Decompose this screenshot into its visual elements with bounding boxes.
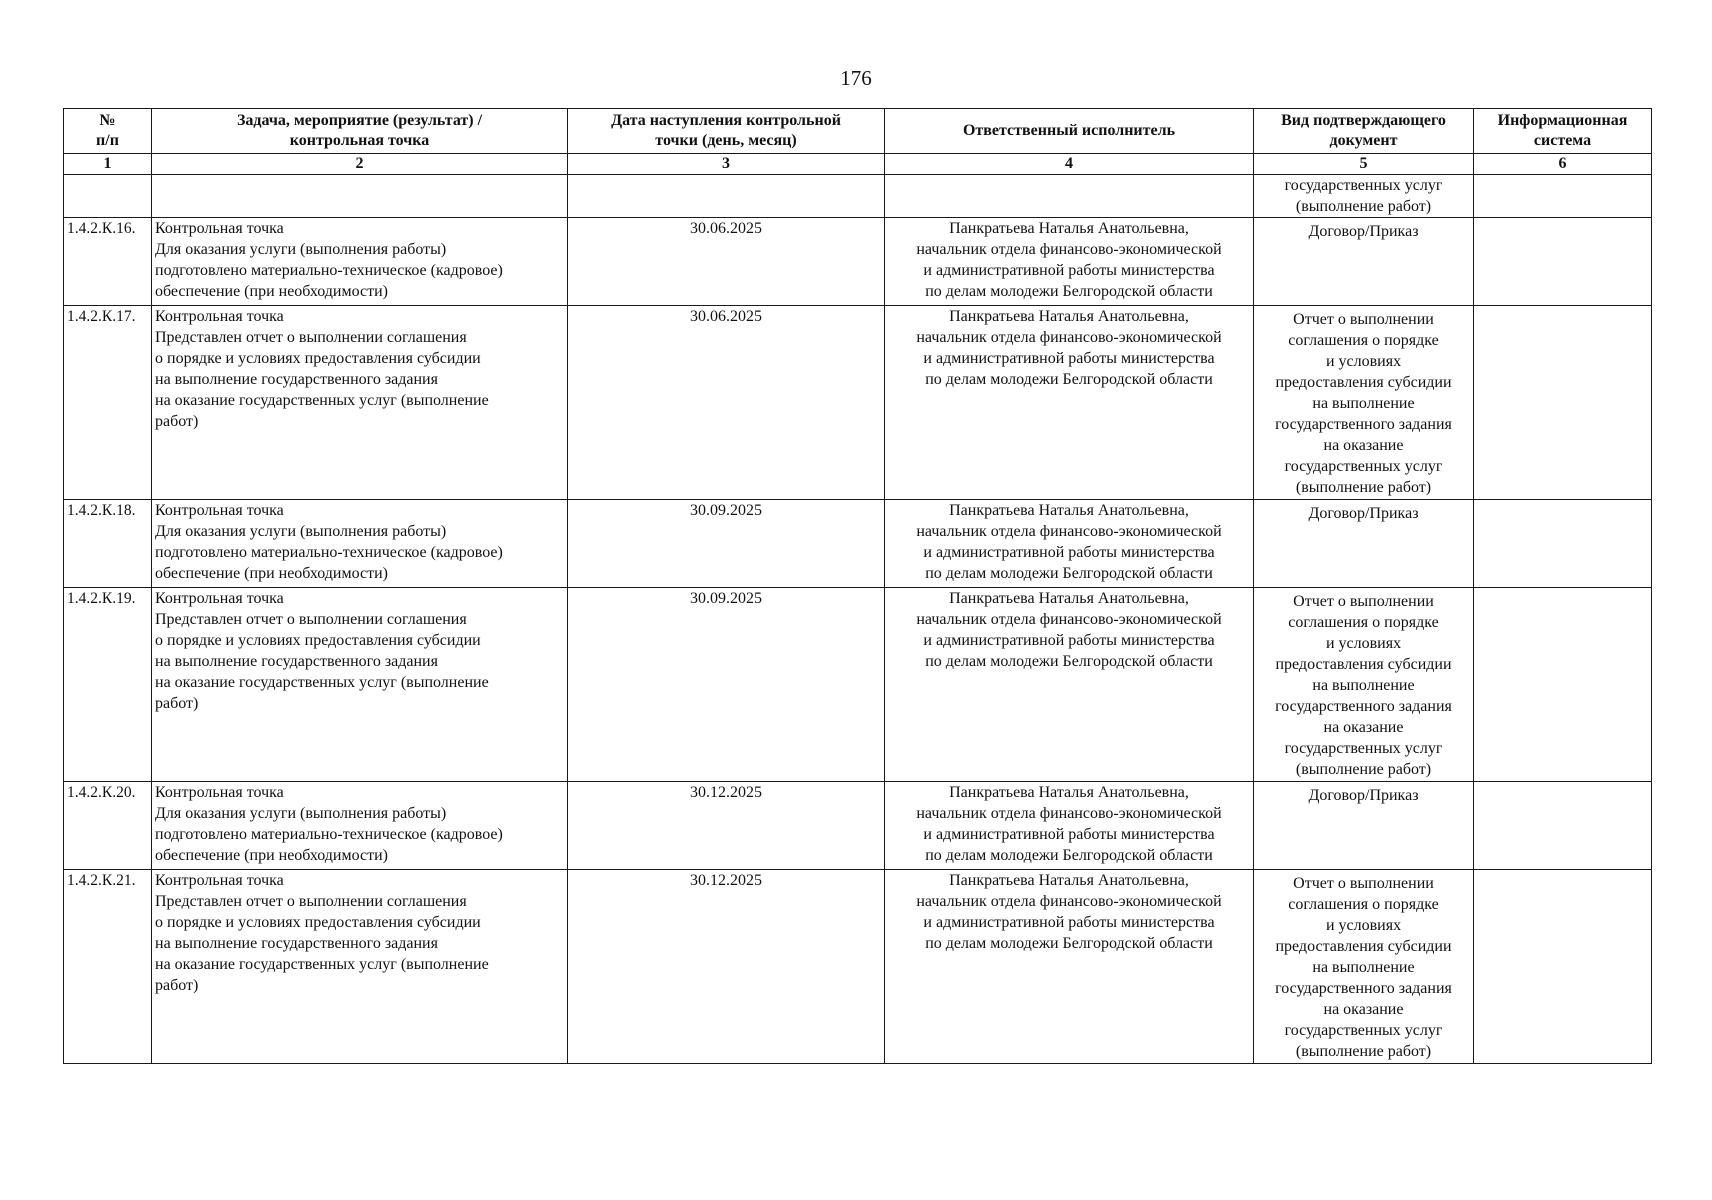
date-cell: 30.06.2025 (568, 218, 885, 306)
task-cell-line: на выполнение государственного задания (155, 935, 438, 952)
table-row (64, 500, 1652, 588)
document-cell-line: (выполнение работ) (1295, 1043, 1432, 1060)
responsible-cell-line: Панкратьева Наталья Анатольевна, (949, 220, 1189, 237)
document-cell-line: на выполнение (1312, 395, 1415, 412)
column-number-5: 5 (1254, 154, 1474, 175)
task-cell-line: на оказание государственных услуг (выполнение (155, 674, 489, 691)
table-row (64, 306, 1652, 500)
column-number-3: 3 (568, 154, 885, 175)
document-cell (1254, 500, 1474, 588)
system-cell (1474, 500, 1652, 588)
responsible-cell-line: начальник отдела финансово-экономической (916, 329, 1222, 346)
responsible-cell-line: по делам молодежи Белгородской области (925, 935, 1213, 952)
task-cell (152, 870, 568, 1064)
document-cell (1254, 588, 1474, 782)
continuation-row (64, 175, 1652, 218)
responsible-cell-line: и административной работы министерства (923, 544, 1215, 561)
task-cell (152, 588, 568, 782)
responsible-cell-line: и административной работы министерства (923, 262, 1215, 279)
document-cell-line: государственного задания (1275, 980, 1452, 997)
table-row (64, 588, 1652, 782)
task-cell-line: на оказание государственных услуг (выполнение (155, 956, 489, 973)
row-number-cell: 1.4.2.К.16. (64, 218, 152, 306)
table-row (64, 782, 1652, 870)
task-cell-line: подготовлено материально-техническое (кадровое) (155, 826, 503, 843)
table-cell (1474, 175, 1652, 218)
column-number-4: 4 (885, 154, 1254, 175)
header-task: Задача, мероприятие (результат) / контрольная точка (152, 109, 568, 154)
task-cell-line: Представлен отчет о выполнении соглашения (155, 893, 467, 910)
task-cell-line: подготовлено материально-техническое (кадровое) (155, 262, 503, 279)
responsible-cell (885, 218, 1254, 306)
responsible-cell-line: начальник отдела финансово-экономической (916, 523, 1222, 540)
table-cell (885, 175, 1254, 218)
task-cell-line: обеспечение (при необходимости) (155, 283, 388, 300)
date-cell: 30.06.2025 (568, 306, 885, 500)
document-cell (1254, 782, 1474, 870)
responsible-cell-line: по делам молодежи Белгородской области (925, 565, 1213, 582)
responsible-cell-line: и административной работы министерства (923, 632, 1215, 649)
responsible-cell-line: начальник отдела финансово-экономической (916, 805, 1222, 822)
row-number-cell: 1.4.2.К.18. (64, 500, 152, 588)
table-row (64, 870, 1652, 1064)
header-row (64, 109, 1652, 154)
row-number-cell: 1.4.2.К.20. (64, 782, 152, 870)
document-cell-line: и условиях (1325, 635, 1402, 652)
responsible-cell-line: по делам молодежи Белгородской области (925, 653, 1213, 670)
table-row (64, 218, 1652, 306)
task-cell-line: на выполнение государственного задания (155, 371, 438, 388)
task-cell-line: работ) (155, 413, 199, 430)
document-cell-line: и условиях (1325, 917, 1402, 934)
control-points-table (63, 108, 1652, 1064)
document-cell-line: Договор/Приказ (1308, 223, 1419, 240)
document-cell-line: Отчет о выполнении (1293, 311, 1434, 328)
document-cell-line: на оказание (1323, 1001, 1404, 1018)
responsible-cell-line: Панкратьева Наталья Анатольевна, (949, 308, 1189, 325)
task-cell-line: обеспечение (при необходимости) (155, 847, 388, 864)
system-cell (1474, 218, 1652, 306)
system-cell (1474, 782, 1652, 870)
responsible-cell-line: и административной работы министерства (923, 826, 1215, 843)
document-cell-line: государственных услуг (1284, 1022, 1443, 1039)
responsible-cell (885, 870, 1254, 1064)
task-cell-line: о порядке и условиях предоставления субсидии (155, 632, 481, 649)
responsible-cell-line: по делам молодежи Белгородской области (925, 847, 1213, 864)
document-cell-line: соглашения о порядке (1288, 332, 1439, 349)
responsible-cell (885, 500, 1254, 588)
task-cell-line: о порядке и условиях предоставления субсидии (155, 914, 481, 931)
task-cell-line: Контрольная точка (155, 220, 284, 237)
responsible-cell-line: и административной работы министерства (923, 914, 1215, 931)
responsible-cell-line: Панкратьева Наталья Анатольевна, (949, 784, 1189, 801)
table-cell (64, 175, 152, 218)
header-number: № п/п (64, 109, 152, 154)
document-cell-line: предоставления субсидии (1275, 656, 1452, 673)
header-system: Информационная система (1474, 109, 1652, 154)
table-cell (152, 175, 568, 218)
responsible-cell-line: и административной работы министерства (923, 350, 1215, 367)
document-cell-line: соглашения о порядке (1288, 896, 1439, 913)
document-cell-line: на оказание (1323, 437, 1404, 454)
document-cell-line: Договор/Приказ (1308, 787, 1419, 804)
column-number-row (64, 154, 1652, 175)
task-cell-line: Контрольная точка (155, 308, 284, 325)
responsible-cell-line: начальник отдела финансово-экономической (916, 611, 1222, 628)
row-number-cell: 1.4.2.К.17. (64, 306, 152, 500)
continuation-document-cell: государственных услуг (выполнение работ) (1254, 175, 1474, 218)
responsible-cell-line: Панкратьева Наталья Анатольевна, (949, 872, 1189, 889)
document-cell-line: государственного задания (1275, 416, 1452, 433)
document-cell-line: государственных услуг (1284, 458, 1443, 475)
header-date: Дата наступления контрольной точки (день, месяц) (568, 109, 885, 154)
task-cell-line: Контрольная точка (155, 872, 284, 889)
task-cell-line: на выполнение государственного задания (155, 653, 438, 670)
document-cell-line: предоставления субсидии (1275, 374, 1452, 391)
column-number-2: 2 (152, 154, 568, 175)
task-cell-line: работ) (155, 695, 199, 712)
page-number: 176 (840, 66, 872, 90)
system-cell (1474, 588, 1652, 782)
responsible-cell (885, 782, 1254, 870)
header-responsible: Ответственный исполнитель (885, 109, 1254, 154)
responsible-cell-line: начальник отдела финансово-экономической (916, 241, 1222, 258)
header-document: Вид подтверждающего документ (1254, 109, 1474, 154)
document-cell (1254, 870, 1474, 1064)
task-cell-line: подготовлено материально-техническое (кадровое) (155, 544, 503, 561)
responsible-cell (885, 588, 1254, 782)
document-cell-line: государственного задания (1275, 698, 1452, 715)
table-cell (568, 175, 885, 218)
responsible-cell-line: по делам молодежи Белгородской области (925, 283, 1213, 300)
task-cell (152, 782, 568, 870)
document-cell-line: на оказание (1323, 719, 1404, 736)
task-cell-line: Контрольная точка (155, 502, 284, 519)
task-cell-line: обеспечение (при необходимости) (155, 565, 388, 582)
date-cell: 30.12.2025 (568, 782, 885, 870)
responsible-cell-line: Панкратьева Наталья Анатольевна, (949, 502, 1189, 519)
system-cell (1474, 306, 1652, 500)
document-cell (1254, 306, 1474, 500)
task-cell-line: Для оказания услуги (выполнения работы) (155, 523, 447, 540)
task-cell-line: Для оказания услуги (выполнения работы) (155, 241, 447, 258)
task-cell (152, 500, 568, 588)
task-cell-line: Контрольная точка (155, 590, 284, 607)
date-cell: 30.09.2025 (568, 588, 885, 782)
row-number-cell: 1.4.2.К.21. (64, 870, 152, 1064)
task-cell-line: Контрольная точка (155, 784, 284, 801)
responsible-cell-line: Панкратьева Наталья Анатольевна, (949, 590, 1189, 607)
document-cell-line: соглашения о порядке (1288, 614, 1439, 631)
task-cell-line: Представлен отчет о выполнении соглашения (155, 611, 467, 628)
column-number-6: 6 (1474, 154, 1652, 175)
task-cell-line: на оказание государственных услуг (выполнение (155, 392, 489, 409)
document-cell-line: на выполнение (1312, 677, 1415, 694)
document-cell (1254, 218, 1474, 306)
system-cell (1474, 870, 1652, 1064)
document-cell-line: (выполнение работ) (1295, 479, 1432, 496)
task-cell-line: о порядке и условиях предоставления субсидии (155, 350, 481, 367)
responsible-cell-line: начальник отдела финансово-экономической (916, 893, 1222, 910)
task-cell (152, 306, 568, 500)
document-cell-line: на выполнение (1312, 959, 1415, 976)
responsible-cell-line: по делам молодежи Белгородской области (925, 371, 1213, 388)
document-cell-line: Договор/Приказ (1308, 505, 1419, 522)
document-cell-line: и условиях (1325, 353, 1402, 370)
date-cell: 30.09.2025 (568, 500, 885, 588)
column-number-1: 1 (64, 154, 152, 175)
document-cell-line: государственных услуг (1284, 740, 1443, 757)
task-cell-line: Для оказания услуги (выполнения работы) (155, 805, 447, 822)
document-cell-line: (выполнение работ) (1295, 761, 1432, 778)
document-cell-line: предоставления субсидии (1275, 938, 1452, 955)
task-cell-line: работ) (155, 977, 199, 994)
document-cell-line: Отчет о выполнении (1293, 593, 1434, 610)
responsible-cell (885, 306, 1254, 500)
row-number-cell: 1.4.2.К.19. (64, 588, 152, 782)
date-cell: 30.12.2025 (568, 870, 885, 1064)
document-cell-line: Отчет о выполнении (1293, 875, 1434, 892)
task-cell-line: Представлен отчет о выполнении соглашения (155, 329, 467, 346)
task-cell (152, 218, 568, 306)
